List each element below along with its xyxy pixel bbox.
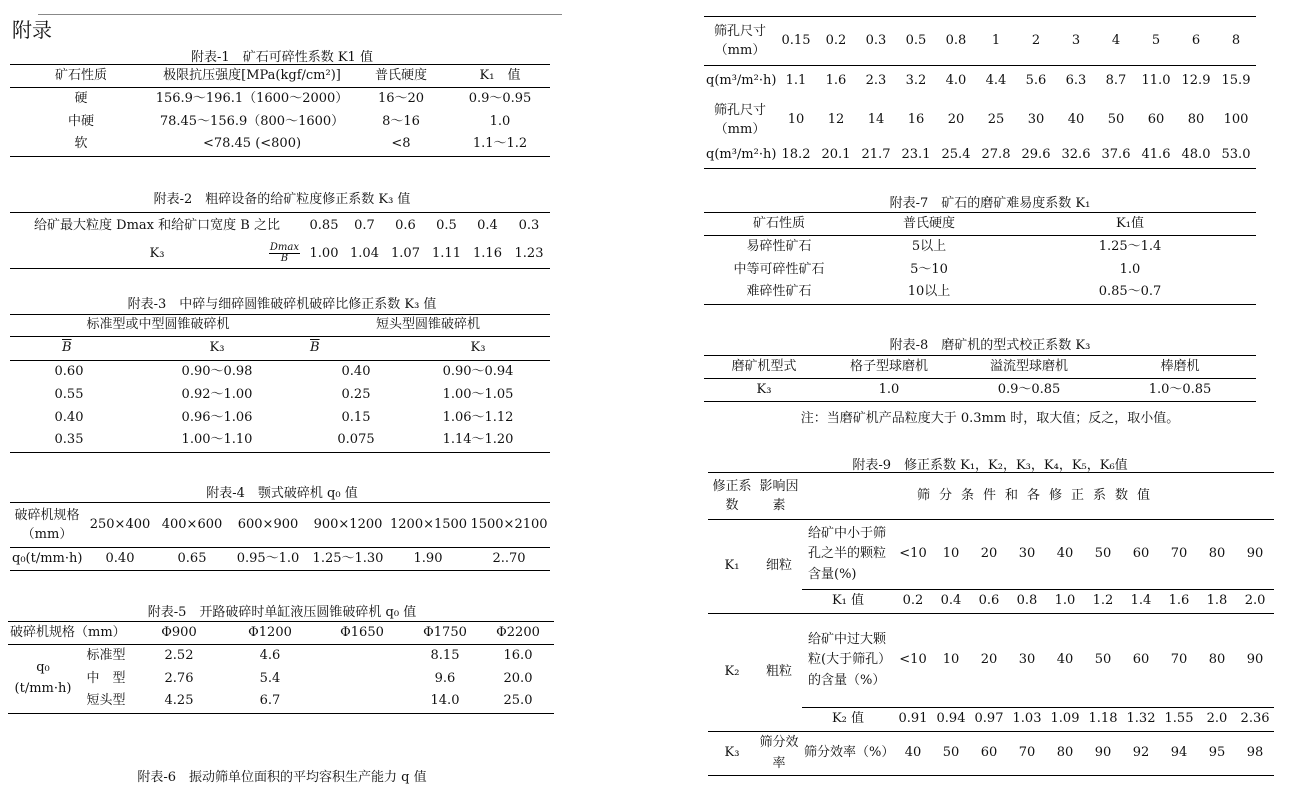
table-cell: 中 型 xyxy=(86,670,126,686)
table-cell: 11.0 xyxy=(1141,73,1171,89)
table4 xyxy=(10,502,550,571)
table5-caption: 附表-5 开路破碎时单缸液压圆锥破碎机 q₀ 值 xyxy=(147,605,417,620)
table5-q-label-line1: q₀ xyxy=(36,660,50,676)
table2-ratio-row xyxy=(10,213,550,241)
table-cell: 1.0～0.85 xyxy=(1104,379,1256,402)
table-cell: 15.9 xyxy=(1221,73,1251,89)
table6-caption: 附表-6 振动筛单位面积的平均容积生产能力 q 值 xyxy=(137,770,427,785)
table3 xyxy=(10,314,550,453)
table-cell: 16～20 xyxy=(377,90,425,106)
table-cell: 2.0 xyxy=(1198,708,1236,732)
table4-caption: 附表-4 颚式破碎机 q₀ 值 xyxy=(206,486,358,501)
table9-k2-cond-row xyxy=(708,614,1274,708)
table-cell: 50 xyxy=(1094,652,1112,668)
table-cell: 600×900 xyxy=(228,503,308,548)
table-cell: 5 xyxy=(1136,17,1176,66)
table3-group-row xyxy=(10,315,550,337)
table6-q-row-a xyxy=(704,66,1256,98)
table-cell: 1.23 xyxy=(508,241,550,269)
table9-k3-condition: 筛分效率（%） xyxy=(802,732,894,776)
table-cell: 1.07 xyxy=(385,241,426,269)
table9-k3-name: K₃ xyxy=(708,732,756,776)
table6-size-row-a xyxy=(704,17,1256,66)
table5 xyxy=(8,621,554,714)
table-cell: 1.00 xyxy=(304,241,344,269)
table8 xyxy=(704,355,1256,402)
table9-header-row xyxy=(708,473,1274,520)
table-cell: 0.65 xyxy=(156,548,228,571)
table-cell: <10 xyxy=(899,546,927,562)
table-cell: 1.1～1.2 xyxy=(450,134,550,157)
table-cell: 50 xyxy=(1094,546,1112,562)
table-cell: 1.90 xyxy=(388,548,468,571)
table-cell: 4.4 xyxy=(985,73,1007,89)
table-cell: Φ1750 xyxy=(408,622,482,645)
table-cell: 40 xyxy=(1056,652,1074,668)
table-cell: 5.6 xyxy=(1025,73,1047,89)
table-cell: 1.16 xyxy=(467,241,508,269)
table-cell: 标准型 xyxy=(86,647,126,663)
table-cell: 10 xyxy=(942,546,960,562)
table-cell: 0.4 xyxy=(467,213,508,241)
table-cell: 25.4 xyxy=(936,143,976,169)
table-cell: 0.90～0.94 xyxy=(442,363,514,379)
table9 xyxy=(708,472,1274,776)
table7-header: 矿石性质 xyxy=(704,213,854,236)
table5-size-label: 破碎机规格（mm） xyxy=(8,622,134,645)
table-cell: 1.04 xyxy=(344,241,385,269)
table-cell: 20 xyxy=(947,111,965,127)
table-cell: 94 xyxy=(1160,732,1198,776)
table6-size-row-b xyxy=(704,98,1256,143)
table9-k1-factor: 细粒 xyxy=(756,520,802,614)
table-cell: 软 xyxy=(10,134,152,157)
table-row xyxy=(704,282,1256,305)
table-cell: 53.0 xyxy=(1216,143,1256,169)
table-cell: 8.15 xyxy=(430,647,460,663)
appendix-heading: 附录 xyxy=(12,18,52,42)
table-cell: 12.9 xyxy=(1181,73,1211,89)
table-cell: 20 xyxy=(980,652,998,668)
table-cell: 60 xyxy=(1132,652,1150,668)
table7-header: 普氏硬度 xyxy=(854,213,1004,236)
table-cell: 1.11 xyxy=(426,241,467,269)
table-cell: 0.35 xyxy=(10,430,128,453)
table-cell: 92 xyxy=(1122,732,1160,776)
table-cell: 4.0 xyxy=(945,73,967,89)
table4-size-row xyxy=(10,503,550,548)
table6-q-label: q(m³/m²·h) xyxy=(704,143,776,169)
table1-header: 普氏硬度 xyxy=(352,65,450,88)
table7-header: K₁值 xyxy=(1004,213,1256,236)
table-cell: 0.8 xyxy=(936,17,976,66)
table-cell: 40 xyxy=(1056,546,1074,562)
table-cell: 25 xyxy=(987,111,1005,127)
table-cell: 0.25 xyxy=(341,386,371,402)
table8-header: 棒磨机 xyxy=(1104,356,1256,379)
table-cell: 98 xyxy=(1236,732,1274,776)
table-cell: 1.06～1.12 xyxy=(442,409,514,425)
table-cell: 156.9～196.1（1600～2000） xyxy=(155,90,349,106)
table2-caption: 附表-2 粗碎设备的给矿粒度修正系数 K₃ 值 xyxy=(153,192,411,207)
table8-header: 格子型球磨机 xyxy=(824,356,954,379)
table-cell: 0.94 xyxy=(932,708,970,732)
table9-k2-label: K₂ 值 xyxy=(802,708,894,732)
table-cell: 0.9～0.85 xyxy=(954,379,1104,402)
table-cell: 80 xyxy=(1187,111,1205,127)
table-cell: 1.03 xyxy=(1008,708,1046,732)
table-cell: 0.8 xyxy=(1008,590,1046,614)
table-cell: 78.45～156.9（800～1600） xyxy=(159,113,345,129)
table-cell: 5～10 xyxy=(910,261,948,277)
table9-header-values: 筛分条件和各修正系数值 xyxy=(802,473,1274,520)
table-cell: 0.40 xyxy=(54,409,84,425)
table-cell: 21.7 xyxy=(856,143,896,169)
table-cell: K₃ xyxy=(704,379,824,402)
table7-caption: 附表-7 矿石的磨矿难易度系数 K₁ xyxy=(889,196,1091,211)
table-cell: 8.7 xyxy=(1105,73,1127,89)
table-cell: 1.00～1.10 xyxy=(128,430,306,453)
table-cell: Φ2200 xyxy=(482,622,554,645)
table-row xyxy=(8,691,554,714)
table9-k2-name: K₂ xyxy=(708,614,756,732)
table-cell: 2.36 xyxy=(1236,708,1274,732)
table9-k1-condition: 给矿中小于筛孔之半的颗粒含量(%) xyxy=(802,520,894,590)
table9-caption: 附表-9 修正系数 K₁，K₂，K₃，K₄，K₅，K₆值 xyxy=(852,458,1128,473)
table-cell: 0.95～1.0 xyxy=(228,548,308,571)
table-cell: 32.6 xyxy=(1056,143,1096,169)
table-cell: 1.6 xyxy=(825,73,847,89)
table-cell: 1.0 xyxy=(1046,590,1084,614)
table-cell: 0.2 xyxy=(816,17,856,66)
table1-header-row xyxy=(10,65,550,88)
table-cell: Φ1650 xyxy=(316,622,408,645)
table-cell: 0.40 xyxy=(341,363,371,379)
table-cell: 12 xyxy=(827,111,845,127)
table-cell: 95 xyxy=(1198,732,1236,776)
table-cell: 0.5 xyxy=(426,213,467,241)
table3-col-k3: K₃ xyxy=(128,337,306,361)
table3-group-standard: 标准型或中型圆锥破碎机 xyxy=(10,315,306,337)
table-cell: 0.85～0.7 xyxy=(1004,282,1256,305)
table-cell: 1.14～1.20 xyxy=(406,430,550,453)
table1 xyxy=(10,64,550,157)
table-cell: 3 xyxy=(1056,17,1096,66)
table-cell: 60 xyxy=(970,732,1008,776)
table6-q-row-b xyxy=(704,143,1256,169)
table-cell: 2..70 xyxy=(468,548,550,571)
table-cell: 3.2 xyxy=(905,73,927,89)
table-cell: 37.6 xyxy=(1096,143,1136,169)
table-cell: 0.3 xyxy=(856,17,896,66)
table-cell: 0.91 xyxy=(894,708,932,732)
table-cell: 10以上 xyxy=(854,282,1004,305)
table-cell: 0.97 xyxy=(970,708,1008,732)
table9-k2-condition: 给矿中过大颗粒(大于筛孔）的含量（%） xyxy=(802,614,894,708)
table9-k3-factor: 筛分效率 xyxy=(756,732,802,776)
table2-row-label: 给矿最大粒度 Dmax 和给矿口宽度 B 之比 xyxy=(10,213,304,241)
table-cell: 60 xyxy=(1132,546,1150,562)
dmax-over-b-fraction xyxy=(269,243,300,264)
table-cell: 70 xyxy=(1170,546,1188,562)
table-cell: 4.25 xyxy=(134,691,224,714)
table-cell: 1200×1500 xyxy=(388,503,468,548)
table6 xyxy=(704,16,1256,169)
table-cell: 1 xyxy=(976,17,1016,66)
table-cell: 80 xyxy=(1046,732,1084,776)
table9-k1-label: K₁ 值 xyxy=(802,590,894,614)
table-cell: 80 xyxy=(1208,652,1226,668)
fraction-numerator: Dmax xyxy=(269,241,299,253)
table-row xyxy=(10,111,550,134)
table-cell: 2.3 xyxy=(865,73,887,89)
table-cell: 0.90～0.98 xyxy=(181,363,253,379)
table-cell: 1.09 xyxy=(1046,708,1084,732)
table-cell: 0.6 xyxy=(385,213,426,241)
table-cell: 29.6 xyxy=(1016,143,1056,169)
table6-size-label: 筛孔尺寸（mm） xyxy=(713,102,766,137)
table8-header: 磨矿机型式 xyxy=(704,356,824,379)
table-cell: 1.6 xyxy=(1160,590,1198,614)
table-cell: 0.15 xyxy=(341,409,371,425)
table-cell: 0.85 xyxy=(304,213,344,241)
table6-q-label: q(m³/m²·h) xyxy=(706,73,777,89)
table-row xyxy=(704,259,1256,282)
table8-header: 溢流型球磨机 xyxy=(954,356,1104,379)
table-cell: 1.0 xyxy=(824,379,954,402)
table-cell: 10 xyxy=(787,111,805,127)
table-row xyxy=(10,384,550,407)
table3-col-k3: K₃ xyxy=(406,337,550,361)
table2-k3-row xyxy=(10,241,550,269)
table1-header: 矿石性质 xyxy=(10,65,152,88)
table-row xyxy=(10,430,550,453)
table-cell: 80 xyxy=(1208,546,1226,562)
table5-header-row xyxy=(8,622,554,645)
table-row xyxy=(10,361,550,384)
table-cell: 1.55 xyxy=(1160,708,1198,732)
table-cell: 25.0 xyxy=(482,691,554,714)
table-cell: 60 xyxy=(1147,111,1165,127)
table-cell: 2.52 xyxy=(164,647,194,663)
table-cell: 中等可碎性矿石 xyxy=(733,261,825,277)
table2 xyxy=(10,212,550,269)
table-cell xyxy=(316,691,408,714)
table-row xyxy=(704,236,1256,259)
table-cell: 0.7 xyxy=(344,213,385,241)
table-cell: 70 xyxy=(1170,652,1188,668)
table3-col-b: $\overline{B}$ xyxy=(10,337,128,361)
table-cell: 23.1 xyxy=(896,143,936,169)
table-cell: 6.7 xyxy=(224,691,316,714)
table-cell: 2 xyxy=(1016,17,1056,66)
heading-rule xyxy=(38,14,562,15)
table-cell: 10 xyxy=(942,652,960,668)
table-cell: 0.2 xyxy=(894,590,932,614)
table-cell: 30 xyxy=(1018,546,1036,562)
table-cell: 0.6 xyxy=(970,590,1008,614)
table-cell: 5.4 xyxy=(259,670,281,686)
table-cell: <78.45 (<800) xyxy=(152,134,352,157)
table-cell: 中硬 xyxy=(67,113,94,129)
table-cell xyxy=(316,645,408,668)
table-row xyxy=(8,645,554,668)
table7-header-row xyxy=(704,213,1256,236)
table-cell: 70 xyxy=(1008,732,1046,776)
table-cell: 9.6 xyxy=(434,670,456,686)
table-cell: 1.1 xyxy=(785,73,807,89)
table-cell: 短头型 xyxy=(78,691,134,714)
table-cell: 0.55 xyxy=(54,386,84,402)
table-cell: 20 xyxy=(980,546,998,562)
table9-k2-factor: 粗粒 xyxy=(756,614,802,732)
table-cell: 400×600 xyxy=(156,503,228,548)
table-cell: 900×1200 xyxy=(308,503,388,548)
table5-q-label xyxy=(8,645,78,714)
table9-header-factor: 影响因素 xyxy=(756,473,802,520)
table1-caption: 附表-1 矿石可碎性系数 K1 值 xyxy=(191,50,373,65)
table8-note: 注：当磨矿机产品粒度大于 0.3mm 时，取大值；反之，取小值。 xyxy=(800,411,1180,426)
table-cell: 2.0 xyxy=(1236,590,1274,614)
table-cell: 14.0 xyxy=(408,691,482,714)
table3-col-b: $\overline{B}$ xyxy=(306,337,406,361)
table8-header-row xyxy=(704,356,1256,379)
table-cell: 1.0 xyxy=(1119,261,1141,277)
table-cell: 90 xyxy=(1246,546,1264,562)
table2-k3-cell xyxy=(10,241,304,269)
table-cell: 0.4 xyxy=(932,590,970,614)
table-cell: 90 xyxy=(1246,652,1264,668)
table3-caption: 附表-3 中碎与细碎圆锥破碎机破碎比修正系数 K₃ 值 xyxy=(127,297,437,312)
table-row xyxy=(8,668,554,691)
table-cell: 90 xyxy=(1084,732,1122,776)
table-cell: 难碎性矿石 xyxy=(704,282,854,305)
table-cell: 6 xyxy=(1176,17,1216,66)
table-cell: 1.00～1.05 xyxy=(442,386,514,402)
table-cell: 1.32 xyxy=(1122,708,1160,732)
table-cell xyxy=(316,668,408,691)
table-cell: 0.60 xyxy=(54,363,84,379)
table-cell: 27.8 xyxy=(976,143,1016,169)
table-cell: 4.6 xyxy=(259,647,281,663)
table-cell: 30 xyxy=(1018,652,1036,668)
table-cell: Φ1200 xyxy=(224,622,316,645)
table-cell: 48.0 xyxy=(1176,143,1216,169)
table-cell: 50 xyxy=(1107,111,1125,127)
table-cell: 250×400 xyxy=(84,503,156,548)
table5-q-label-line2: (t/mm·h) xyxy=(14,681,72,696)
table-cell: 41.6 xyxy=(1136,143,1176,169)
table-cell: 40 xyxy=(894,732,932,776)
table-row xyxy=(10,134,550,157)
table-cell: 20.0 xyxy=(503,670,533,686)
table-cell: 16 xyxy=(907,111,925,127)
table-cell: 0.92～1.00 xyxy=(181,386,253,402)
table-cell: 0.075 xyxy=(306,430,406,453)
table9-header-coef: 修正系数 xyxy=(708,473,756,520)
table9-k1-cond-row xyxy=(708,520,1274,590)
table4-q-row xyxy=(10,548,550,571)
fraction-denominator: B xyxy=(280,252,289,264)
table-cell: 1.18 xyxy=(1084,708,1122,732)
table-cell: 1.25～1.30 xyxy=(308,548,388,571)
table-cell: 易碎性矿石 xyxy=(746,238,812,254)
table-cell: 0.96～1.06 xyxy=(181,409,253,425)
table-cell: 30 xyxy=(1027,111,1045,127)
table7 xyxy=(704,212,1256,305)
table-cell: 硬 xyxy=(74,90,88,106)
table-cell: 0.40 xyxy=(84,548,156,571)
table-cell: 8～16 xyxy=(382,113,420,129)
table-row xyxy=(704,379,1256,402)
table-cell: 0.9～0.95 xyxy=(468,90,532,106)
table-cell: <10 xyxy=(899,652,927,668)
table-cell: 100 xyxy=(1223,111,1249,127)
table-cell: 1500×2100 xyxy=(468,503,550,548)
table1-header: K₁ 值 xyxy=(450,65,550,88)
table6-size-label: 筛孔尺寸（mm） xyxy=(704,17,776,66)
table-cell: 1.25～1.4 xyxy=(1098,238,1162,254)
table-cell: 5以上 xyxy=(911,238,947,254)
table-cell: 2.76 xyxy=(164,670,194,686)
table-cell: 20.1 xyxy=(816,143,856,169)
table-cell: 4 xyxy=(1096,17,1136,66)
table-cell: 1.8 xyxy=(1198,590,1236,614)
table-cell: 6.3 xyxy=(1065,73,1087,89)
table9-k1-name: K₁ xyxy=(708,520,756,614)
table-cell: 0.5 xyxy=(896,17,936,66)
table-row xyxy=(10,88,550,111)
table-cell: 1.4 xyxy=(1122,590,1160,614)
table4-size-label: 破碎机规格（mm） xyxy=(10,503,84,548)
table-cell: 14 xyxy=(867,111,885,127)
table-cell: 1.0 xyxy=(489,113,511,129)
table3-header-row xyxy=(10,337,550,361)
table-row xyxy=(10,407,550,430)
table8-caption: 附表-8 磨矿机的型式校正系数 K₃ xyxy=(889,338,1091,353)
table3-group-short-head: 短头型圆锥破碎机 xyxy=(306,315,550,337)
table-cell: 8 xyxy=(1216,17,1256,66)
table-cell: <8 xyxy=(352,134,450,157)
table-cell: Φ900 xyxy=(134,622,224,645)
table-cell: 1.2 xyxy=(1084,590,1122,614)
table-cell: 0.15 xyxy=(776,17,816,66)
table-cell: 0.3 xyxy=(508,213,550,241)
table-cell: 50 xyxy=(932,732,970,776)
table-cell: 18.2 xyxy=(776,143,816,169)
table9-k3-row xyxy=(708,732,1274,776)
table1-header: 极限抗压强度[MPa(kgf/cm²)] xyxy=(152,65,352,88)
table2-k3-label: K₃ xyxy=(149,245,165,261)
table4-q-label: q₀(t/mm·h) xyxy=(10,548,84,571)
table-cell: 16.0 xyxy=(503,647,533,663)
table-cell: 40 xyxy=(1067,111,1085,127)
